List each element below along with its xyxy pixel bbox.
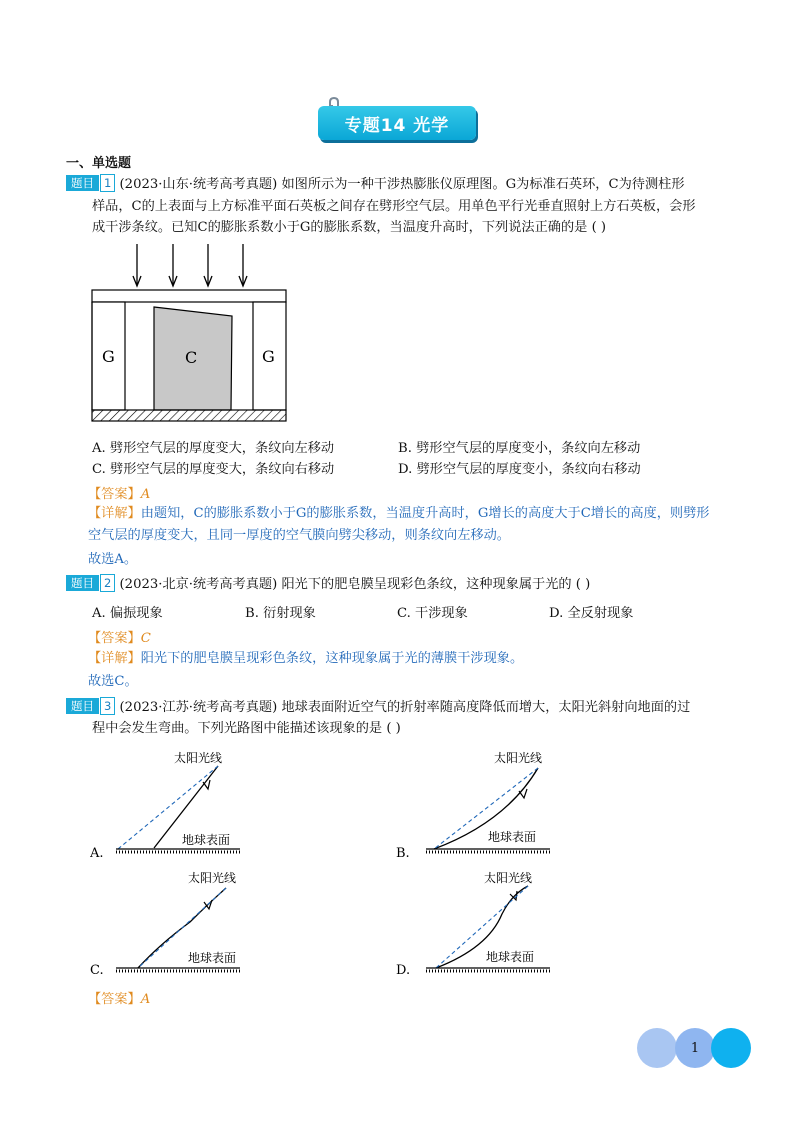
figure-letter: B.	[396, 846, 410, 861]
label-g-left: G	[102, 347, 115, 366]
option-a[interactable]: A. 偏振现象	[92, 606, 163, 621]
detail-label: 【详解】	[88, 506, 141, 521]
option-figure-d[interactable]	[396, 864, 596, 982]
answer-value: A	[140, 487, 151, 502]
page-dot-left	[637, 1028, 677, 1068]
option-figure-a[interactable]	[90, 742, 290, 862]
answer	[88, 483, 150, 502]
section-title: 一、单选题	[66, 156, 132, 171]
ground-label: 地球表面	[488, 830, 537, 844]
figure-letter: A.	[90, 846, 104, 861]
answer	[88, 627, 151, 646]
detail	[88, 503, 758, 524]
question-tag-label: 题目	[66, 698, 99, 714]
ground-label: 地球表面	[188, 951, 237, 965]
ground-label: 地球表面	[182, 833, 231, 847]
option-b[interactable]: B. 衍射现象	[245, 606, 316, 621]
base-plate	[92, 410, 286, 421]
question-number: 3	[100, 697, 115, 715]
option-d[interactable]: D. 全反射现象	[549, 606, 634, 621]
question-tag-label: 题目	[66, 175, 99, 191]
option-c[interactable]: C. 干涉现象	[397, 606, 468, 621]
question-text: (2023·江苏·统考高考真题) 地球表面附近空气的折射率随高度降低而增大，太阳光斜射向地面的过	[119, 700, 691, 715]
detail-label: 【详解】	[88, 651, 141, 666]
sun-ray-label: 太阳光线	[188, 871, 237, 885]
label-g-right: G	[262, 347, 275, 366]
question-text: 程中会发生弯曲。下列光路图中能描述该现象的是 ( )	[92, 721, 401, 736]
label-c: C	[185, 348, 198, 367]
question-2	[66, 574, 746, 595]
question-number: 2	[100, 574, 115, 592]
detail-text: 阳光下的肥皂膜呈现彩色条纹，这种现象属于光的薄膜干涉现象。	[140, 651, 524, 666]
sun-ray-label: 太阳光线	[484, 871, 533, 885]
dilatometer-figure	[86, 240, 296, 426]
quartz-plate	[92, 290, 286, 302]
option-figure-c[interactable]	[90, 864, 290, 982]
detail-text: 空气层的厚度变大，且同一厚度的空气膜向劈尖移动，则条纹向左移动。	[88, 528, 510, 543]
light-arrows	[133, 244, 247, 286]
question-number: 1	[100, 174, 115, 192]
ground-label: 地球表面	[486, 950, 535, 964]
option-d[interactable]: D. 劈形空气层的厚度变小，条纹向右移动	[398, 462, 641, 477]
conclusion: 故选A。	[88, 552, 138, 567]
option-b[interactable]: B. 劈形空气层的厚度变小，条纹向左移动	[398, 441, 641, 456]
option-c[interactable]: C. 劈形空气层的厚度变大，条纹向右移动	[92, 462, 335, 477]
answer-label: 【答案】	[88, 631, 141, 646]
detail	[88, 648, 523, 669]
figure-letter: D.	[396, 963, 411, 978]
question-text: 成干涉条纹。已知C的膨胀系数小于G的膨胀系数，当温度升高时，下列说法正确的是 ( )	[92, 220, 607, 235]
detail-text: 由题知，C的膨胀系数小于G的膨胀系数，当温度升高时，G增长的高度大于C增长的高度，则劈形	[140, 506, 710, 521]
question-text: (2023·山东·统考高考真题) 如图所示为一种干涉热膨胀仪原理图。G为标准石英环，C为待测柱形	[119, 177, 685, 192]
answer-label: 【答案】	[88, 992, 141, 1007]
page-dot-right	[711, 1028, 751, 1068]
question-text: (2023·北京·统考高考真题) 阳光下的肥皂膜呈现彩色条纹，这种现象属于光的 ( )	[119, 577, 591, 592]
sun-ray-label: 太阳光线	[494, 751, 543, 765]
conclusion: 故选C。	[88, 674, 138, 689]
answer	[88, 988, 150, 1007]
question-text: 样品，C的上表面与上方标准平面石英板之间存在劈形空气层。用单色平行光垂直照射上方石英板，会形	[92, 199, 696, 214]
page-title: 专题14 光学	[318, 106, 476, 140]
answer-value: A	[140, 992, 151, 1007]
question-tag-label: 题目	[66, 575, 99, 591]
answer-label: 【答案】	[88, 487, 141, 502]
question-tag	[66, 574, 115, 590]
option-a[interactable]: A. 劈形空气层的厚度变大，条纹向左移动	[92, 441, 335, 456]
option-figure-b[interactable]	[396, 742, 596, 862]
question-tag	[66, 697, 115, 713]
page-number: 1	[675, 1028, 715, 1068]
question-tag	[66, 174, 115, 190]
figure-letter: C.	[90, 963, 104, 978]
answer-value: C	[140, 631, 151, 646]
question-1	[66, 174, 746, 195]
sun-ray-label: 太阳光线	[174, 751, 223, 765]
question-3	[66, 697, 756, 718]
